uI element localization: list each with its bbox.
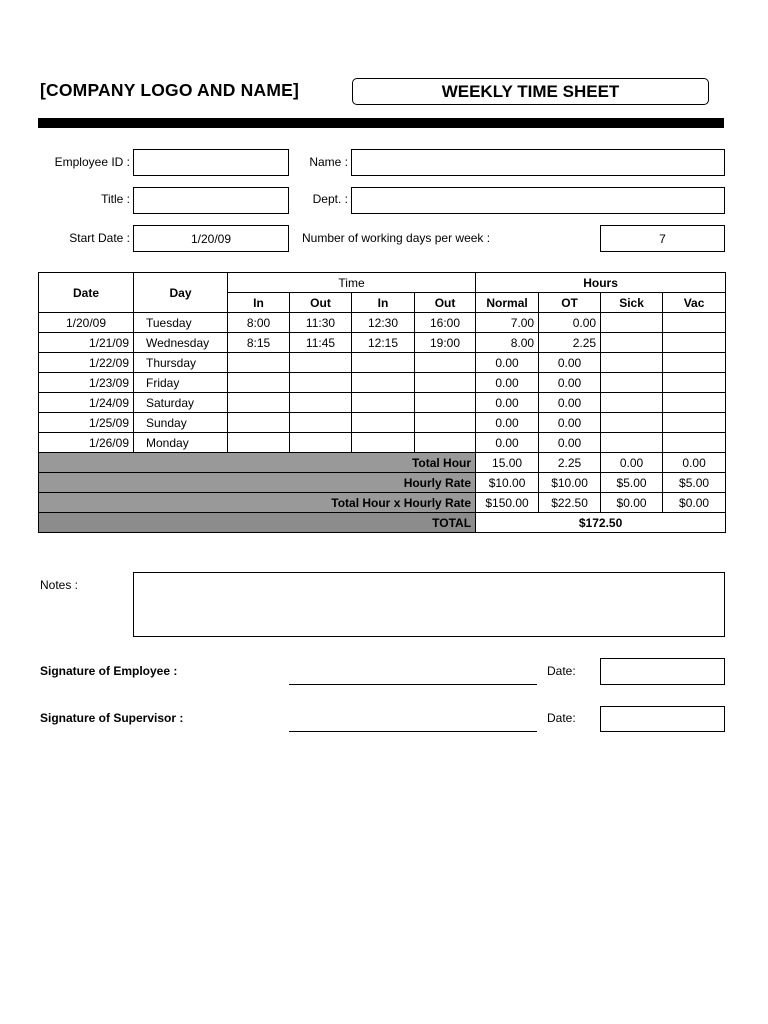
cell-day[interactable]: Thursday xyxy=(134,353,228,373)
title-field[interactable] xyxy=(133,187,289,214)
total-hour-sick: 0.00 xyxy=(601,453,663,473)
cell-out-2[interactable] xyxy=(415,393,476,413)
col-header-ot: OT xyxy=(539,293,601,313)
grand-total-label: TOTAL xyxy=(39,513,476,533)
dept-label: Dept. : xyxy=(312,192,348,206)
cell-in-1[interactable] xyxy=(228,373,290,393)
cell-date[interactable]: 1/20/09 xyxy=(39,313,134,333)
table-row xyxy=(39,353,726,373)
col-header-sick: Sick xyxy=(601,293,663,313)
cell-day[interactable]: Tuesday xyxy=(134,313,228,333)
total-x-rate-label: Total Hour x Hourly Rate xyxy=(39,493,476,513)
hourly-rate-ot[interactable]: $10.00 xyxy=(539,473,601,493)
employee-id-label: Employee ID : xyxy=(54,155,130,169)
cell-ot[interactable]: 2.25 xyxy=(539,333,601,353)
cell-day[interactable]: Saturday xyxy=(134,393,228,413)
cell-normal[interactable]: 0.00 xyxy=(476,373,539,393)
cell-in-2[interactable]: 12:30 xyxy=(352,313,415,333)
hourly-rate-sick[interactable]: $5.00 xyxy=(601,473,663,493)
col-header-normal: Normal xyxy=(476,293,539,313)
cell-out-1[interactable] xyxy=(290,393,352,413)
company-logo-name: [COMPANY LOGO AND NAME] xyxy=(40,80,299,100)
cell-sick[interactable] xyxy=(601,433,663,453)
cell-ot[interactable]: 0.00 xyxy=(539,433,601,453)
cell-out-2[interactable] xyxy=(415,353,476,373)
col-header-day: Day xyxy=(134,273,228,313)
cell-date[interactable]: 1/25/09 xyxy=(39,413,134,433)
cell-out-1[interactable]: 11:30 xyxy=(290,313,352,333)
total-x-rate-row xyxy=(39,493,726,513)
cell-out-1[interactable] xyxy=(290,353,352,373)
dept-field[interactable] xyxy=(351,187,725,214)
table-row xyxy=(39,413,726,433)
supervisor-date-field[interactable] xyxy=(600,706,725,732)
employee-signature-line[interactable] xyxy=(289,684,537,685)
col-header-vac: Vac xyxy=(663,293,726,313)
cell-in-1[interactable] xyxy=(228,353,290,373)
cell-out-2[interactable] xyxy=(415,413,476,433)
start-date-field[interactable]: 1/20/09 xyxy=(133,225,289,252)
cell-vac[interactable] xyxy=(663,413,726,433)
cell-ot[interactable]: 0.00 xyxy=(539,313,601,333)
cell-date[interactable]: 1/24/09 xyxy=(39,393,134,413)
supervisor-date-label: Date: xyxy=(547,711,576,725)
cell-sick[interactable] xyxy=(601,353,663,373)
table-row xyxy=(39,393,726,413)
cell-in-1[interactable] xyxy=(228,393,290,413)
cell-sick[interactable] xyxy=(601,333,663,353)
cell-sick[interactable] xyxy=(601,393,663,413)
cell-day[interactable]: Monday xyxy=(134,433,228,453)
cell-out-1[interactable] xyxy=(290,373,352,393)
cell-normal[interactable]: 7.00 xyxy=(476,313,539,333)
cell-date[interactable]: 1/23/09 xyxy=(39,373,134,393)
table-row xyxy=(39,433,726,453)
cell-in-2[interactable]: 12:15 xyxy=(352,333,415,353)
working-days-field[interactable]: 7 xyxy=(600,225,725,252)
group-header-time: Time xyxy=(228,273,476,293)
cell-in-2[interactable] xyxy=(352,373,415,393)
cell-ot[interactable]: 0.00 xyxy=(539,353,601,373)
col-header-in-2: In xyxy=(352,293,415,313)
page-title: WEEKLY TIME SHEET xyxy=(352,78,709,105)
cell-out-1[interactable] xyxy=(290,433,352,453)
supervisor-signature-line[interactable] xyxy=(289,731,537,732)
notes-field[interactable] xyxy=(133,572,725,637)
cell-out-1[interactable]: 11:45 xyxy=(290,333,352,353)
cell-ot[interactable]: 0.00 xyxy=(539,393,601,413)
cell-normal[interactable]: 0.00 xyxy=(476,433,539,453)
employee-date-label: Date: xyxy=(547,664,576,678)
cell-day[interactable]: Friday xyxy=(134,373,228,393)
hourly-rate-normal[interactable]: $10.00 xyxy=(476,473,539,493)
total-x-rate-ot: $22.50 xyxy=(539,493,601,513)
cell-normal[interactable]: 0.00 xyxy=(476,413,539,433)
col-header-out-1: Out xyxy=(290,293,352,313)
cell-ot[interactable]: 0.00 xyxy=(539,373,601,393)
grand-total-row xyxy=(39,513,726,533)
cell-vac[interactable] xyxy=(663,333,726,353)
cell-in-2[interactable] xyxy=(352,433,415,453)
cell-in-1[interactable]: 8:00 xyxy=(228,313,290,333)
total-x-rate-normal: $150.00 xyxy=(476,493,539,513)
cell-vac[interactable] xyxy=(663,313,726,333)
cell-vac[interactable] xyxy=(663,373,726,393)
col-header-in-1: In xyxy=(228,293,290,313)
hourly-rate-vac[interactable]: $5.00 xyxy=(663,473,726,493)
col-header-out-2: Out xyxy=(415,293,476,313)
employee-id-field[interactable] xyxy=(133,149,289,176)
cell-in-2[interactable] xyxy=(352,353,415,373)
timesheet-table xyxy=(38,272,726,533)
total-hour-normal: 15.00 xyxy=(476,453,539,473)
total-x-rate-vac: $0.00 xyxy=(663,493,726,513)
cell-out-2[interactable] xyxy=(415,433,476,453)
group-header-hours: Hours xyxy=(476,273,726,293)
col-header-date: Date xyxy=(39,273,134,313)
cell-vac[interactable] xyxy=(663,353,726,373)
cell-normal[interactable]: 0.00 xyxy=(476,393,539,413)
cell-out-2[interactable] xyxy=(415,373,476,393)
total-hour-row xyxy=(39,453,726,473)
table-row xyxy=(39,333,726,353)
cell-vac[interactable] xyxy=(663,433,726,453)
cell-in-1[interactable] xyxy=(228,413,290,433)
cell-normal[interactable]: 0.00 xyxy=(476,353,539,373)
header-divider xyxy=(38,118,724,128)
cell-out-2[interactable]: 16:00 xyxy=(415,313,476,333)
cell-in-1[interactable] xyxy=(228,433,290,453)
cell-out-2[interactable]: 19:00 xyxy=(415,333,476,353)
cell-out-1[interactable] xyxy=(290,413,352,433)
grand-total-value: $172.50 xyxy=(476,513,726,533)
cell-in-1[interactable]: 8:15 xyxy=(228,333,290,353)
cell-sick[interactable] xyxy=(601,373,663,393)
notes-label: Notes : xyxy=(40,578,79,592)
hourly-rate-row xyxy=(39,473,726,493)
cell-date[interactable]: 1/21/09 xyxy=(39,333,134,353)
cell-date[interactable]: 1/22/09 xyxy=(39,353,134,373)
cell-sick[interactable] xyxy=(601,413,663,433)
cell-day[interactable]: Sunday xyxy=(134,413,228,433)
total-x-rate-sick: $0.00 xyxy=(601,493,663,513)
employee-date-field[interactable] xyxy=(600,658,725,685)
name-field[interactable] xyxy=(351,149,725,176)
employee-signature-label: Signature of Employee : xyxy=(40,664,178,678)
total-hour-vac: 0.00 xyxy=(663,453,726,473)
title-label: Title : xyxy=(101,192,130,206)
table-row xyxy=(39,313,726,333)
total-hour-ot: 2.25 xyxy=(539,453,601,473)
table-row xyxy=(39,373,726,393)
working-days-label: Number of working days per week : xyxy=(302,231,491,245)
supervisor-signature-label: Signature of Supervisor : xyxy=(40,711,184,725)
cell-vac[interactable] xyxy=(663,393,726,413)
total-hour-label: Total Hour xyxy=(39,453,476,473)
start-date-label: Start Date : xyxy=(69,231,130,245)
cell-sick[interactable] xyxy=(601,313,663,333)
cell-in-2[interactable] xyxy=(352,393,415,413)
cell-day[interactable]: Wednesday xyxy=(134,333,228,353)
name-label: Name : xyxy=(309,155,348,169)
cell-normal[interactable]: 8.00 xyxy=(476,333,539,353)
cell-in-2[interactable] xyxy=(352,413,415,433)
cell-date[interactable]: 1/26/09 xyxy=(39,433,134,453)
cell-ot[interactable]: 0.00 xyxy=(539,413,601,433)
hourly-rate-label: Hourly Rate xyxy=(39,473,476,493)
